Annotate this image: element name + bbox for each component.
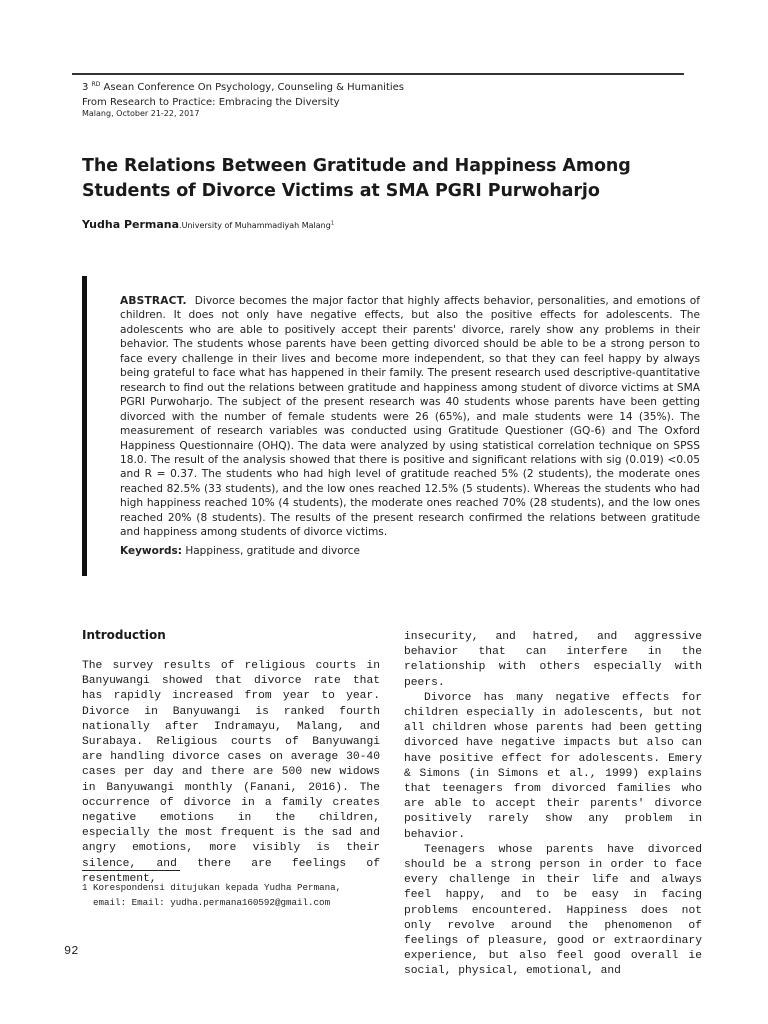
abstract-label: ABSTRACT. [120, 295, 187, 307]
conference-header [82, 78, 582, 119]
intro-paragraph-2: Divorce has many negative effects for children especially in adolescents, but not all children whose parents had been getting divorced have negative impacts but also can have positive effect for adolescents. Emery & Simons (in Simons et al., 1999) explains that teenagers from divorced families who are able to accept their parents' divorce positively rarely show any problem in behavior. [404, 691, 702, 841]
conference-title-line [82, 78, 582, 94]
author-name: Yudha Permana [82, 218, 180, 231]
author-affiliation [179, 221, 334, 230]
conference-location-date: Malang, October 21-22, 2017 [82, 109, 200, 118]
affiliation-text: .University of Muhammadiyah Malang [179, 221, 331, 230]
header-rule [72, 73, 684, 75]
abstract [120, 294, 700, 540]
footnote [82, 880, 402, 910]
footnote-email: email: Email: yudha.permana160592@gmail.com [93, 897, 331, 908]
left-column [82, 659, 380, 887]
paper-title: The Relations Between Gratitude and Happiness Among Students of Divorce Victims at SMA PGRI Purwoharjo [82, 156, 631, 201]
footnote-line-1: 1 Korespondensi ditujukan kepada Yudha Permana, [82, 882, 342, 893]
section-heading-introduction: Introduction [82, 628, 166, 642]
abstract-side-bar [82, 276, 87, 576]
intro-paragraph-3: Teenagers whose parents have divorced should be a strong person in order to face every challenge in their life and always feel happy, and to be easy in facing problems encountered. Happiness does not only revolve around the phenomenon of feelings of pleasure, good or extraordinary experience, but also feel good overall ie social, physical, emotional, and [404, 843, 702, 978]
conference-title: Asean Conference On Psychology, Counseling & Humanities [103, 82, 405, 93]
author-line [82, 218, 334, 231]
abstract-text: Divorce becomes the major factor that highly affects behavior, personalities, and emotions of children. It does not only have negative effects, but also the positive effects for adolescents. The adolescents who are able to positively accept their parents' divorce, rarely show any problems in their behavior. The students whose parents have been getting divorced should be able to be a strong person to face every challenge in their lives and become more independent, so that they can feel happy by always being grateful to face what has happened in their family. The present research used descriptive-quantitative research to find out the relations between gratitude and happiness among student of divorce victims at SMA PGRI Purwoharjo. The subject of the present research was 40 students whose parents have been getting divorced with the number of female students were 26 (65%), and male students were 14 (35%). The measurement of research variables was conducted using Gratitude Questioner (GQ-6) and The Oxford Happiness Questionnaire (OHQ). The data were analyzed by using statistical correlation technique on SPSS 18.0. The result of the analysis showed that there is positive and significant relations with sig (0.019) <0.05 and R = 0.37. The students who had high level of gratitude reached 5% (2 students), the moderate ones reached 82.5% (33 students), and the low ones reached 12.5% (5 students). Whereas the students who had high happiness reached 10% (4 students), the moderate ones reached 70% (28 students), and the low ones reached 20% (8 students). The results of the present research confirmed the relations between gratitude and happiness among students of divorce victims. [120, 295, 700, 539]
page-number: 92 [64, 944, 79, 958]
conference-subtitle: From Research to Practice: Embracing the Diversity [82, 97, 340, 108]
intro-paragraph-continued: insecurity, and hatred, and aggressive behavior that can interfere in the relationship with others especially with peers. [404, 631, 702, 689]
intro-paragraph-1: The survey results of religious courts in Banyuwangi showed that divorce rate that has rapidly increased from year to year. Divorce in Banyuwangi is ranked fourth nationally after Indramayu, Malang, and Surabaya. Religious courts of Banyuwangi are handling divorce cases on average 30-40 cases per day and there are 500 new widows in Banyuwangi monthly (Fanani, 2016). The occurrence of divorce in a family creates negative emotions in the children, especially the most frequent is the sad and angry emotions, more visibly is their silence, and there are feelings of resentment, [82, 660, 380, 885]
footnote-rule [82, 870, 180, 871]
affiliation-footnote-mark: 1 [330, 220, 334, 227]
keywords [120, 545, 360, 557]
right-column [404, 630, 702, 980]
keywords-label: Keywords: [120, 545, 182, 557]
conference-ordinal-sup: RD [91, 81, 101, 88]
conference-ordinal: 3 [82, 82, 89, 93]
keywords-text: Happiness, gratitude and divorce [185, 545, 360, 557]
